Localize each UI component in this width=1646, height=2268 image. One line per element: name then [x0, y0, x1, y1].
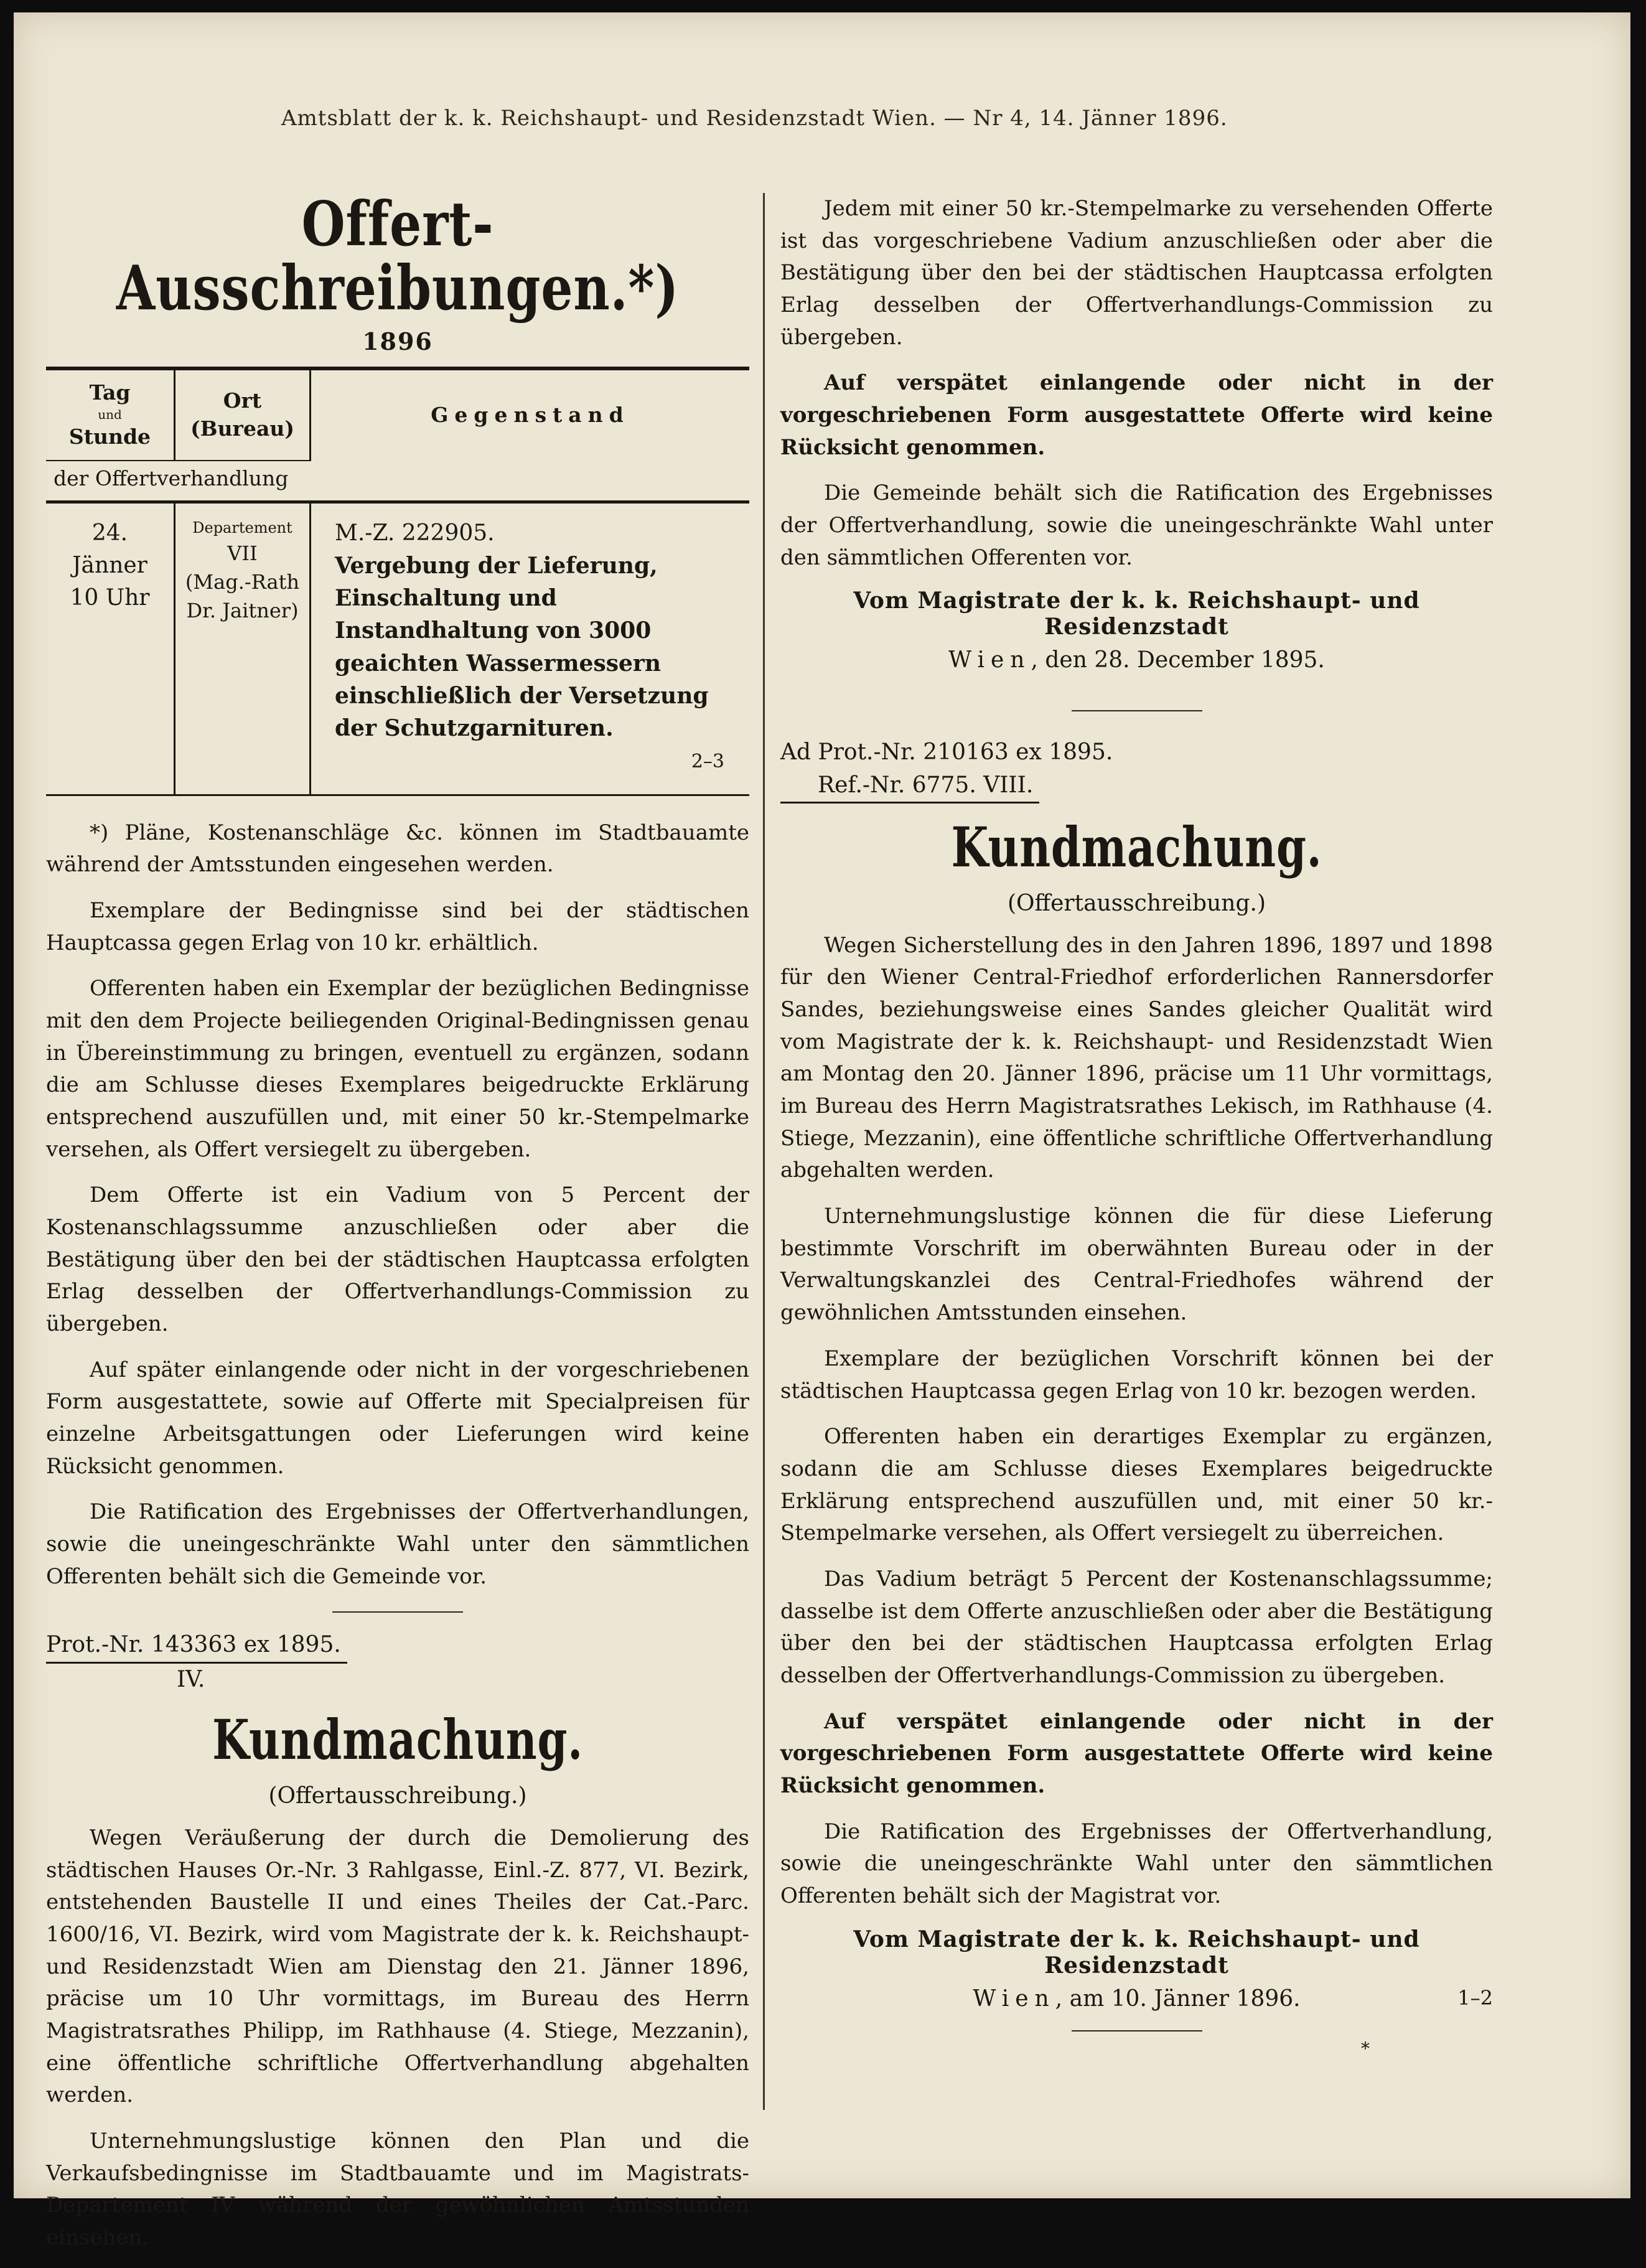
- footnote: Auf später einlangende oder nicht in der vorgeschriebenen Form ausgestattete, sowie auf Offerte mit Specialpreisen für einzelne Arbeitsgattungen oder Lieferungen wird keine Rücksicht genommen.: [46, 1357, 749, 1479]
- footnote: Offerenten haben ein Exemplar der bezüglichen Bedingnisse mit den dem Projecte beiliegenden Original-Bedingnissen genau in Übereinstimmung zu bringen, eventuell zu ergänzen, sodann die am Schlusse dieses Exemplares beigedruckte Erklärung entsprechend auszufüllen und, mit einer 50 kr.-Stempelmarke versehen, als Offert versiegelt zu übergeben.: [46, 976, 749, 1162]
- dateline-ref: 1–2: [1457, 1985, 1493, 2010]
- notice-paragraph: Das Vadium beträgt 5 Percent der Kostenanschlagssumme; dasselbe ist dem Offerte anzuschließen oder aber die Bestätigung über den bei der städtischen Hauptcassa erfolgten Erlag desselben der Offertverhandlungs-Commission zu übergeben.: [780, 1566, 1493, 1688]
- protocol-number: Prot.-Nr. 143363 ex 1895.: [46, 1629, 347, 1663]
- notice-subtitle: (Offertausschreibung.): [1007, 890, 1266, 916]
- notice-paragraph: Unternehmungslustige können die für diese Lieferung bestimmte Vorschrift im oberwähnten Bureau oder in der Verwaltungskanzlei des Central-Friedhofes während der gewöhnlichen Amtsstunden einsehen.: [780, 1204, 1493, 1326]
- dateline-date: , am 10. Jänner 1896.: [1055, 1985, 1301, 2012]
- row-date-time: 10 Uhr: [70, 585, 150, 611]
- section-title: Offert-Ausschreibungen.*): [116, 189, 680, 324]
- ornament-star: *: [1361, 2038, 1370, 2059]
- notice-paragraph: Exemplare der bezüglichen Vorschrift können bei der städtischen Hauptcassa gegen Erlag von 10 kr. bezogen werden.: [780, 1346, 1493, 1403]
- section-year: 1896: [362, 327, 433, 355]
- header-subject: Gegenstand: [311, 368, 750, 461]
- offers-table: [46, 367, 749, 796]
- notice-paragraph: Jedem mit einer 50 kr.-Stempelmarke zu versehenden Offerte ist das vorgeschriebene Vadium anzuschließen oder aber die Bestätigung über den bei der städtischen Hauptcassa erfolgten Erlag desselben der Offertverhandlungs-Commission zu übergeben.: [780, 196, 1493, 350]
- row-date: [46, 502, 175, 795]
- header-sub-empty: [311, 461, 750, 502]
- row-dept-rath: (Mag.-Rath: [185, 570, 300, 594]
- row-dept-label: Departement: [192, 518, 292, 537]
- offers-table-subheader: [46, 461, 749, 502]
- notice-title: Kundmachung.: [951, 814, 1322, 879]
- footnote: *) Pläne, Kostenanschläge &c. können im Stadtbauamte während der Amtsstunden eingesehen werden.: [46, 820, 749, 878]
- dateline-date: , den 28. December 1895.: [1031, 647, 1325, 673]
- row-subject: [311, 502, 750, 795]
- column-divider: [763, 193, 765, 2110]
- running-head: Amtsblatt der k. k. Reichshaupt- und Residenzstadt Wien. — Nr 4, 14. Jänner 1896.: [281, 106, 1228, 131]
- row-subject-text: Vergebung der Lieferung, Einschaltung und Instandhaltung von 3000 geaichten Wassermessern einschließlich der Versetzung der Schutzgarnituren.: [335, 553, 709, 741]
- footnote: Die Ratification des Ergebnisses der Offertverhandlungen, sowie die uneingeschränkte Wahl unter den sämmtlichen Offerenten behält sich die Gemeinde vor.: [46, 1499, 749, 1589]
- newspaper-page: [14, 12, 1630, 2250]
- row-dept-person: Dr. Jaitner): [186, 599, 299, 623]
- right-column: [780, 193, 1493, 2048]
- notice-paragraph: Die Ratification des Ergebnisses der Offertverhandlung, sowie die uneingeschränkte Wahl unter den sämmtlichen Offerenten behält sich der Magistrat vor.: [780, 1819, 1493, 1908]
- header-date: [46, 368, 175, 461]
- table-row: [46, 502, 749, 795]
- notice-paragraph: Wegen Veräußerung der durch die Demolierung des städtischen Hauses Or.-Nr. 3 Rahlgasse, Einl.-Z. 877, VI. Bezirk, entstehenden Baustelle II und eines Theiles der Cat.-Parc. 1600/16, VI. Bezirk, wird vom Magistrate der k. k. Reichshaupt- und Residenzstadt Wien am Dienstag den 21. Jänner 1896, präcise um 10 Uhr vormittags, im Bureau des Herrn Magistratsrathes Philipp, im Rathhause (4. Stiege, Mezzanin), eine öffentliche schriftliche Offertverhandlung abgehalten werden.: [46, 1825, 749, 2108]
- signoff: Vom Magistrate der k. k. Reichshaupt- und Residenzstadt: [853, 1926, 1420, 1979]
- dateline-city: Wien: [948, 647, 1031, 673]
- notice-subtitle: (Offertausschreibung.): [268, 1783, 527, 1809]
- row-subject-num: 2–3: [691, 751, 724, 773]
- department-number: IV.: [177, 1666, 205, 1692]
- signoff: Vom Magistrate der k. k. Reichshaupt- und Residenzstadt: [853, 588, 1420, 640]
- notice-paragraph: Auf verspätet einlangende oder nicht in der vorgeschriebenen Form ausgestattete Offerte wird keine Rücksicht genommen.: [780, 1708, 1493, 1798]
- separator: [1072, 710, 1202, 711]
- header-date-mid: und: [98, 407, 122, 423]
- header-place-top: Ort: [223, 388, 262, 413]
- left-column: [46, 189, 749, 2268]
- notice-title: Kundmachung.: [212, 1707, 583, 1772]
- notice-paragraph: Offerenten haben ein derartiges Exemplar zu ergänzen, sodann die am Schlusse dieses Exemplares beigedruckte Erklärung entsprechend auszufüllen und, mit einer 50 kr.-Stempelmarke versehen, als Offert versiegelt zu überreichen.: [780, 1424, 1493, 1546]
- row-subject-ref: M.-Z. 222905.: [335, 520, 495, 546]
- row-dept-number: VII: [227, 541, 258, 565]
- footnote: Exemplare der Bedingnisse sind bei der städtischen Hauptcassa gegen Erlag von 10 kr. erhältlich.: [46, 898, 749, 955]
- protocol-number: Ad Prot.-Nr. 210163 ex 1895.: [780, 739, 1113, 766]
- notice-paragraph: Unternehmungslustige können den Plan und die Verkaufsbedingnisse im Stadtbauamte und im Magistrats-Departement IV während der gewöhnlichen Amtsstunden einsehen.: [46, 2128, 749, 2250]
- dateline: [780, 1986, 1493, 2012]
- notice-paragraph: Die Gemeinde behält sich die Ratification des Ergebnisses der Offertverhandlung, sowie die uneingeschränkte Wahl unter den sämmtlichen Offerenten vor.: [780, 480, 1493, 570]
- header-place: [175, 368, 311, 461]
- header-date-top: Tag: [89, 380, 131, 405]
- notice-paragraph: Wegen Sicherstellung des in den Jahren 1896, 1897 und 1898 für den Wiener Central-Friedhof erforderlichen Rannersdorfer Sandes, beziehungsweise eines Sandes gleicher Qualität wird vom Magistrate der k. k. Reichshaupt- und Residenzstadt Wien am Montag den 20. Jänner 1896, präcise um 11 Uhr vormittags, im Bureau des Herrn Magistratsrathes Lekisch, im Rathhause (4. Stiege, Mezzanin), eine öffentliche schriftliche Offertverhandlung abgehalten werden.: [780, 932, 1493, 1183]
- row-department: [175, 502, 311, 795]
- header-sub: der Offertverhandlung: [46, 461, 311, 502]
- offers-table-header: [46, 368, 749, 461]
- separator: [332, 1611, 463, 1613]
- header-date-bottom: Stunde: [68, 424, 151, 449]
- separator: [1072, 2030, 1202, 2031]
- header-place-bottom: (Bureau): [190, 416, 294, 441]
- footnote: Dem Offerte ist ein Vadium von 5 Percent der Kostenanschlagssumme anzuschließen oder aber die Bestätigung über den bei der städtischen Hauptcassa erfolgten Erlag desselben der Offertverhandlungs-Commission zu übergeben.: [46, 1183, 749, 1337]
- notice-paragraph: Auf verspätet einlangende oder nicht in der vorgeschriebenen Form ausgestattete Offerte wird keine Rücksicht genommen.: [780, 370, 1493, 460]
- reference-number: Ref.-Nr. 6775. VIII.: [780, 769, 1039, 804]
- row-date-day: 24. Jänner: [72, 520, 147, 579]
- dateline-city: Wien: [973, 1985, 1055, 2012]
- dateline: [780, 647, 1493, 673]
